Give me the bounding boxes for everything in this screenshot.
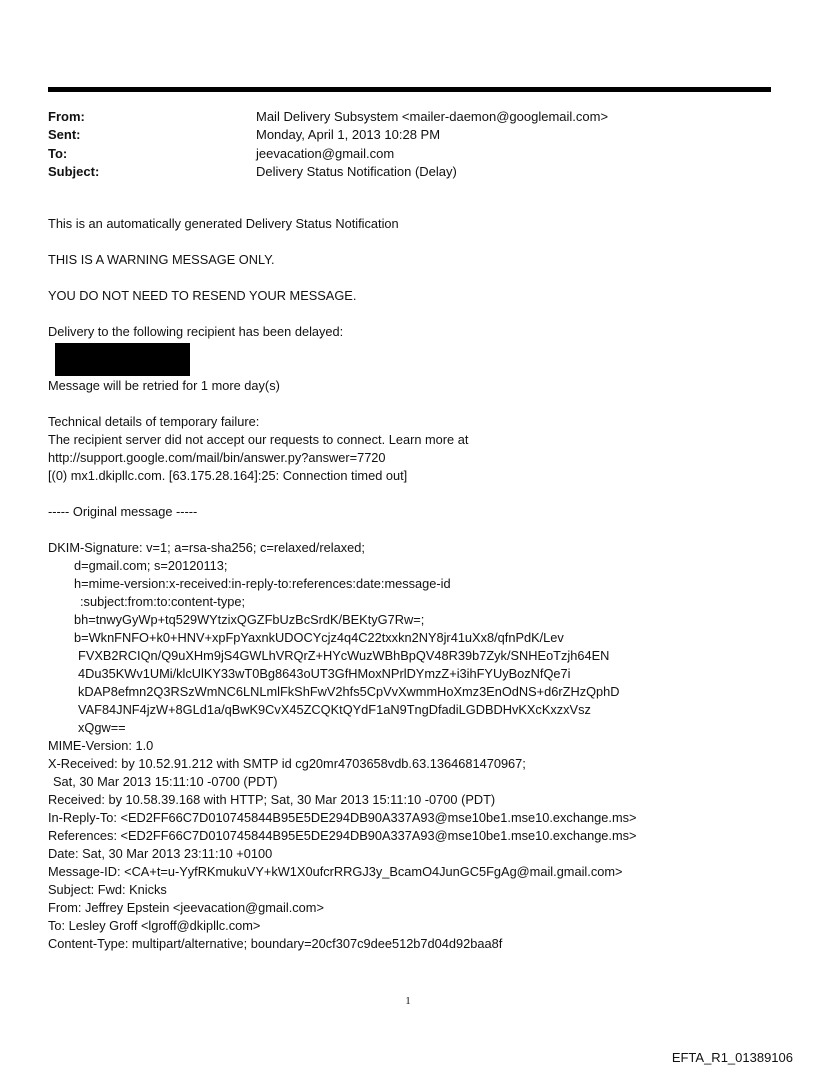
email-body xyxy=(48,215,788,953)
header-line: Subject: Fwd: Knicks xyxy=(48,882,167,897)
original-message-marker: ----- Original message ----- xyxy=(48,504,198,519)
header-line: d=gmail.com; s=20120113; xyxy=(74,558,228,573)
header-line: From: Jeffrey Epstein <jeevacation@gmail.com> xyxy=(48,900,324,915)
page-number: 1 xyxy=(405,995,411,1007)
warning-text: THIS IS A WARNING MESSAGE ONLY. xyxy=(48,252,275,267)
header-line: References: <ED2FF66C7D010745844B95E5DE294DB90A337A93@mse10be1.mse10.exchange.ms> xyxy=(48,828,637,843)
sent-value: Monday, April 1, 2013 10:28 PM xyxy=(256,127,441,143)
from-row xyxy=(48,108,768,126)
subject-value: Delivery Status Notification (Delay) xyxy=(256,163,457,179)
header-line: Message-ID: <CA+t=u-YyfRKmukuVY+kW1X0ufcrRRGJ3y_BcamO4JunGC5FgAg@mail.gmail.com> xyxy=(48,864,623,879)
tech-line-3: [(0) mx1.dkipllc.com. [63.175.28.164]:25: Connection timed out] xyxy=(48,468,408,483)
header-line: b=WknFNFO+k0+HNV+xpFpYaxnkUDOCYcjz4q4C22txxkn2NY8jr41uXx8/qfnPdK/Lev xyxy=(74,630,564,645)
email-header xyxy=(48,108,768,181)
header-line: Date: Sat, 30 Mar 2013 23:11:10 +0100 xyxy=(48,846,273,861)
header-line: Received: by 10.58.39.168 with HTTP; Sat, 30 Mar 2013 15:11:10 -0700 (PDT) xyxy=(48,792,496,807)
intro-text: This is an automatically generated Delivery Status Notification xyxy=(48,216,399,231)
from-label: From: xyxy=(48,109,85,124)
top-rule xyxy=(48,87,771,92)
header-line: In-Reply-To: <ED2FF66C7D010745844B95E5DE294DB90A337A93@mse10be1.mse10.exchange.ms> xyxy=(48,810,637,825)
retry-text: Message will be retried for 1 more day(s) xyxy=(48,378,280,393)
subject-label: Subject: xyxy=(48,163,100,179)
header-line: bh=tnwyGyWp+tq529WYtzixQGZFbUzBcSrdK/BEKtyG7Rw=; xyxy=(74,612,425,627)
header-line: :subject:from:to:content-type; xyxy=(80,594,246,609)
delayed-text: Delivery to the following recipient has been delayed: xyxy=(48,324,344,339)
to-label: To: xyxy=(48,145,68,161)
header-line: kDAP8efmn2Q3RSzWmNC6LNLmlFkShFwV2hfs5CpVvXwmmHoXmz3EnOdNS+d6rZHzQphD xyxy=(78,684,620,699)
header-line: To: Lesley Groff <lgroff@dkipllc.com> xyxy=(48,918,261,933)
header-line: h=mime-version:x-received:in-reply-to:references:date:message-id xyxy=(74,576,451,591)
header-line: X-Received: by 10.52.91.212 with SMTP id cg20mr4703658vdb.63.1364681470967; xyxy=(48,756,526,771)
tech-line-2: http://support.google.com/mail/bin/answer.py?answer=7720 xyxy=(48,450,386,465)
header-line: Content-Type: multipart/alternative; boundary=20cf307c9dee512b7d04d92baa8f xyxy=(48,936,503,951)
sent-row xyxy=(48,126,768,144)
subject-row xyxy=(48,163,768,181)
header-line: 4Du35KWv1UMi/klcUlKY33wT0Bg8643oUT3GfHMoxNPrlDYmzZ+i3ihFYUyBozNfQe7i xyxy=(78,666,571,681)
original-headers xyxy=(48,539,788,953)
header-line: FVXB2RCIQn/Q9uXHm9jS4GWLhVRQrZ+HYcWuzWBhBpQV48R39b7Zyk/SNHEoTzjh64EN xyxy=(78,648,610,663)
header-line: xQgw== xyxy=(78,720,126,735)
from-value: Mail Delivery Subsystem <mailer-daemon@googlemail.com> xyxy=(256,109,609,124)
header-line: DKIM-Signature: v=1; a=rsa-sha256; c=relaxed/relaxed; xyxy=(48,540,365,555)
tech-line-1: The recipient server did not accept our requests to connect. Learn more at xyxy=(48,432,469,447)
tech-title: Technical details of temporary failure: xyxy=(48,414,260,429)
header-line: MIME-Version: 1.0 xyxy=(48,738,154,753)
to-row xyxy=(48,145,768,163)
sent-label: Sent: xyxy=(48,127,81,143)
header-line: VAF84JNF4jzW+8GLd1a/qBwK9CvX45ZCQKtQYdF1aN9TngDfadiLGDBDHvKXcKxzxVsz xyxy=(78,702,591,717)
document-id: EFTA_R1_01389106 xyxy=(671,1050,793,1065)
to-value: jeevacation@gmail.com xyxy=(256,145,395,161)
no-resend-text: YOU DO NOT NEED TO RESEND YOUR MESSAGE. xyxy=(48,288,357,303)
redacted-recipient xyxy=(48,341,788,377)
header-line: Sat, 30 Mar 2013 15:11:10 -0700 (PDT) xyxy=(53,774,278,789)
redaction-box xyxy=(55,343,190,376)
